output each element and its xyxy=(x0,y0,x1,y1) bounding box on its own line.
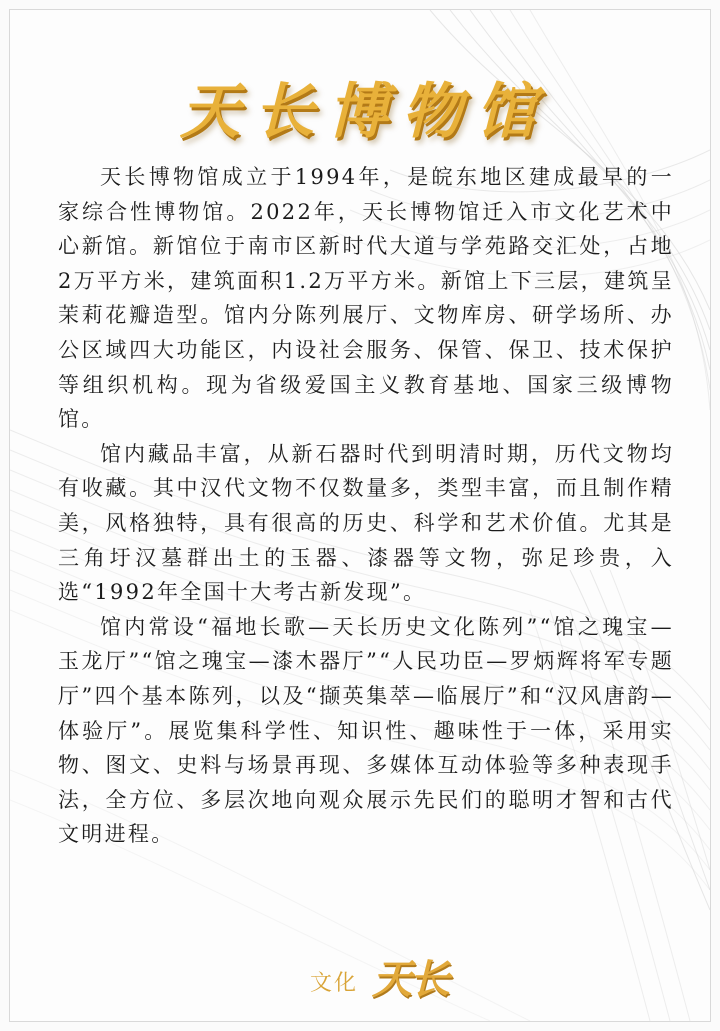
paragraph-history: 天长博物馆成立于1994年，是皖东地区建成最早的一家综合性博物馆。2022年，天长博物馆迁入市文化艺术中心新馆。新馆位于南市区新时代大道与学苑路交汇处，占地2万平方米，建筑面积1.2万平方米。新馆上下三层，建筑呈茉莉花瓣造型。馆内分陈列展厅、文物库房、研学场所、办公区域四大功能区，内设社会服务、保管、保卫、技术保护等组织机构。现为省级爱国主义教育基地、国家三级博物馆。 xyxy=(58,165,674,432)
logo-big-text: 天长 xyxy=(372,956,448,1003)
page-title: 天长博物馆 xyxy=(180,77,550,147)
museum-description xyxy=(58,160,674,852)
page-frame xyxy=(9,9,711,1022)
culture-tianchang-logo xyxy=(310,948,450,1008)
paragraph-exhibitions: 馆内常设“福地长歌—天长历史文化陈列”“馆之瑰宝—玉龙厅”“馆之瑰宝—漆木器厅”“人民功臣—罗炳辉将军专题厅”四个基本陈列，以及“撷英集萃—临展厅”和“汉风唐韵—体验厅”。展览集科学性、知识性、趣味性于一体，采用实物、图文、史料与场景再现、多媒体互动体验等多种表现手法，全方位、多层次地向观众展示先民们的聪明才智和古代文明进程。 xyxy=(58,614,674,847)
paragraph-collection: 馆内藏品丰富，从新石器时代到明清时期，历代文物均有收藏。其中汉代文物不仅数量多，类型丰富，而且制作精美，风格独特，具有很高的历史、科学和艺术价值。尤其是三角圩汉墓群出土的玉器、漆器等文物，弥足珍贵，入选“1992年全国十大考古新发现”。 xyxy=(58,441,674,605)
logo-small-text: 文化 xyxy=(310,971,359,996)
